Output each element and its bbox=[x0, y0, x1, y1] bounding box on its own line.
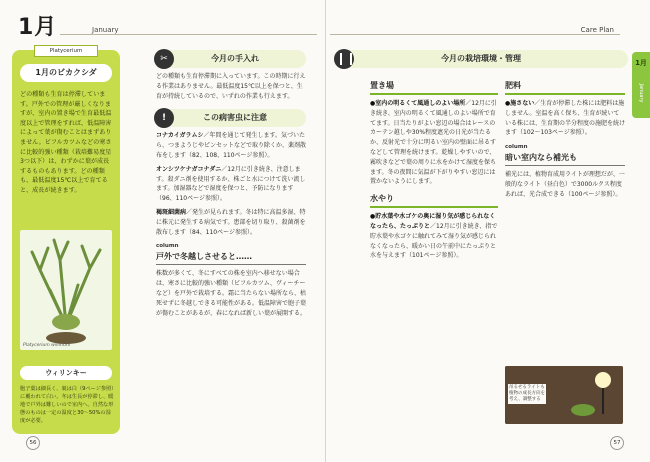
pest-desc: ／12月に引き続き、注意します。殺ダニ剤を使用するか、株ごと水につけて洗い流します。加湿器などで湿度を保つと、予防になります（96、110ページ参照）。 bbox=[156, 165, 306, 203]
environment-section-title bbox=[334, 50, 628, 68]
environment-column-1 bbox=[370, 76, 498, 261]
willinckii-title: ウィリンキー bbox=[20, 366, 112, 380]
column-label-right: column bbox=[505, 144, 528, 151]
section-title-text: 今月の手入れ bbox=[211, 54, 259, 63]
pest-desc: ／年間を通じて発生します。気づいたら、つまようじやピンセットなどで取り除くか、薬剤散布をします（82、108、110ページ参照）。 bbox=[156, 132, 307, 159]
column-title-right: 暗い室内なら補光も bbox=[505, 152, 625, 166]
fertilizer-text: ／生育が停滞した株には肥料は施しません。室温を高く保ち、生育が続いている株には、生育期の半分程度の施肥を続けます（102〜103ページ参照）。 bbox=[505, 100, 626, 137]
grow-light-photo bbox=[505, 366, 623, 424]
plant-card bbox=[12, 50, 120, 434]
grow-light-caption: 吊るせるライトも植物の成長方向を考え、調整する bbox=[509, 385, 545, 402]
environment-column-2 bbox=[505, 76, 625, 200]
willinckii-body: 胞子葉は細長く、裏は白（9ページ参照）に覆われて白い。冬は生長が停滞し、暖地で戸外は難しいので室内へ。自然な形態のものは一定の温度と30〜50%の湿度が必要。 bbox=[20, 386, 114, 424]
header-rule-right bbox=[330, 34, 620, 35]
section-this-month-care bbox=[160, 50, 306, 68]
staghorn-fern-illustration bbox=[20, 230, 112, 350]
pot-icon bbox=[334, 49, 354, 69]
pest-item bbox=[156, 131, 306, 160]
scissors-icon: ✂ bbox=[154, 49, 174, 69]
pest-desc: ／発生が見られます。冬は特に高温多湿、特に株元に発生する病気です。患部を切り取り、殺菌剤を散布します（84、110ページ参照）。 bbox=[156, 208, 306, 236]
fertilizer-body bbox=[505, 99, 625, 138]
fertilizer-heading: 肥料 bbox=[505, 80, 625, 95]
watering-lead: ●貯水葉や水ゴケの奥に湿り気が感じられなくなったら、たっぷりと bbox=[370, 213, 496, 230]
pest-item bbox=[156, 165, 306, 204]
month-title: 1月 bbox=[18, 15, 58, 40]
column-body-right: 補光には、植物育成用ライトが理想だが、一般的なライト（昼白色）で3000ルクス程度あれば、光合成できる（100ページ参照）。 bbox=[505, 171, 625, 198]
section-title-text: この病害虫に注意 bbox=[203, 113, 267, 123]
platycerium-label: Platycerium bbox=[34, 45, 98, 57]
care-body: どの種類も生育停滞期に入っています。この時期に行える作業はありません。最低温度15℃以上を保つと、生育が持続しているので、いずれの作業も行えます。 bbox=[156, 73, 306, 100]
plant-photo bbox=[20, 230, 112, 350]
warning-icon: ! bbox=[154, 108, 174, 128]
placement-text: ／12月に引き続き、室内の明るくて風通しのよい場所で育てます。日当たりがよい窓辺の場合はレースのカーテン越しや30%程度遮光の日光が当たるか、反射光で十分に明るい室内の壁面に吊るすなどして管理を続けます。乾燥しやすいので、霧吹きなどで葉の周りに水をかけて湿度を保ちます。冬の夜間に気温が下がりやすい窓辺には置かないようにします。 bbox=[370, 100, 497, 186]
care-plan-label: Care Plan bbox=[580, 26, 614, 34]
header-rule bbox=[60, 34, 317, 35]
month-side-tab[interactable] bbox=[632, 52, 650, 118]
page-number-left: 56 bbox=[26, 436, 40, 450]
fertilizer-lead: ●施さない bbox=[505, 100, 535, 107]
placement-heading: 置き場 bbox=[370, 80, 498, 95]
watering-heading: 水やり bbox=[370, 193, 498, 208]
column-body: 株数が多くて、冬にすべての株を室内へ移せない場合は、寒さに比較的強い種類（ビフルカツム、ヴィーチーなど）を戸外で栽培する。霜に当たらない場所なら、枯死せずに冬越しできる可能性がある。低温障害で胞子葉が傷むことがあるが、春になれば新しい葉が展開する。 bbox=[156, 270, 307, 317]
pest-item bbox=[156, 208, 306, 237]
month-en: January bbox=[92, 26, 119, 34]
watering-body bbox=[370, 212, 498, 261]
tab-month-en: January bbox=[638, 83, 644, 103]
placement-lead: ●室内の明るくて風通しのよい場所 bbox=[370, 100, 466, 107]
card-title: 1月のビカクシダ bbox=[20, 64, 112, 82]
section-title-text: 今月の栽培環境・管理 bbox=[441, 54, 521, 63]
watering-text: ／12月に引き続き、指で貯水葉や水ゴケに触れてみて湿り気が感じられなくなったら、暖かい日の午前中にたっぷりと水を与えます（101ページ参照）。 bbox=[370, 222, 498, 260]
card-body: どの種類も生育は停滞しています。戸外での管理が厳しくなりますが、室内の置き場で生育最低温度以上で管理をすれば、低温障害によって葉が傷むことはまずありません。ビフルカツムなどの寒さに比較的強い種類（栽培難易度星3つ以下）は、わずかに葉が成長するものもあります。どの種類も、最低温度15℃以上で育てると、成長が続きます。 bbox=[20, 91, 112, 194]
pest-name: オンシツケナガコナダニ bbox=[156, 165, 222, 173]
photo-caption: Platycerium willinckii bbox=[23, 343, 71, 348]
section-pest-warning bbox=[161, 109, 306, 127]
pest-name: 褐斑細菌病 bbox=[156, 208, 187, 216]
care-column bbox=[156, 50, 306, 318]
pest-name: コナカイガラムシ bbox=[156, 132, 204, 140]
column-label: column bbox=[156, 243, 179, 250]
placement-body bbox=[370, 99, 498, 187]
column-title: 戸外で冬越しさせると…… bbox=[156, 251, 306, 265]
page-number-right: 57 bbox=[610, 436, 624, 450]
tab-month: 1月 bbox=[635, 59, 647, 67]
